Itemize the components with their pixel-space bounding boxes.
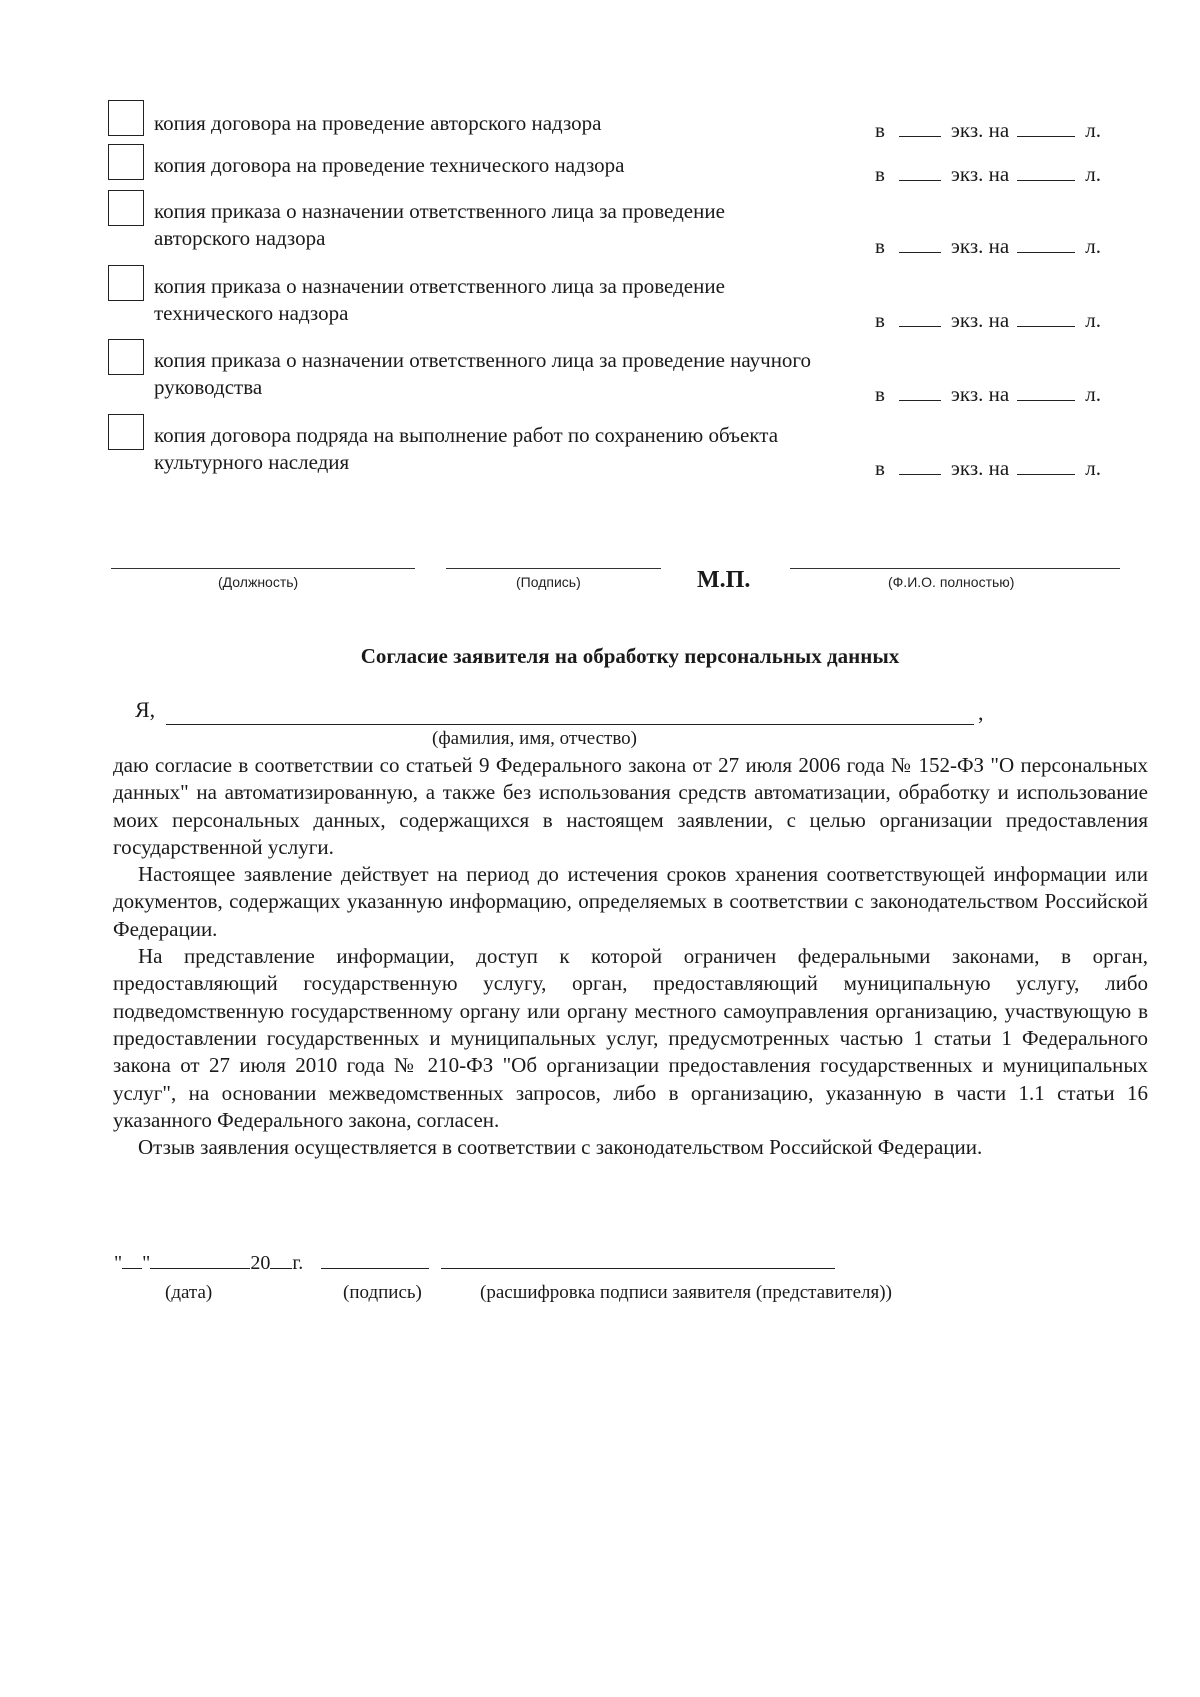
copies-count: в экз. на л. [875,382,1101,406]
signature-line[interactable] [446,568,661,569]
stamp-placeholder: М.П. [697,567,751,593]
copies-count: в экз. на л. [875,308,1101,332]
day-blank[interactable] [122,1268,142,1269]
year-blank[interactable] [270,1268,292,1269]
date-signature-row [114,1252,835,1275]
fio-input-line[interactable] [166,724,974,725]
ya-comma: , [978,700,984,725]
month-blank[interactable] [150,1268,250,1269]
fio-line[interactable] [790,568,1120,569]
fio-input-caption: (фамилия, имя, отчество) [432,728,638,749]
position-line[interactable] [111,568,415,569]
document-text: копия договора подряда на выполнение работ по сохранению объекта культурного наследия [154,423,779,474]
copies-blank[interactable] [899,456,941,475]
signature-caption-bottom: (подпись) [343,1282,422,1303]
sheets-blank[interactable] [1017,162,1075,181]
signature-caption: (Подпись) [516,574,581,590]
sheets-blank[interactable] [1017,118,1075,137]
document-checkbox[interactable] [108,190,144,226]
sheets-blank[interactable] [1017,308,1075,327]
consent-body [113,752,1148,1161]
consent-title: Согласие заявителя на обработку персональных данных [360,644,900,668]
document-checkbox[interactable] [108,100,144,136]
document-checkbox[interactable] [108,265,144,301]
consent-paragraph-1: даю согласие в соответствии со статьей 9 Федерального закона от 27 июля 2006 года № 152-ФЗ "О персональных данных" на автоматизированную, а также без использования средств автоматизации, обработку и использование моих персональных данных, содержащихся в настоящем заявлении, с целью организации предоставления государственной услуги. [113,753,1148,859]
document-text: копия договора на проведение авторского надзора [154,111,602,135]
year-prefix: 20 [250,1252,271,1274]
document-checkbox[interactable] [108,339,144,375]
signature-blank[interactable] [321,1268,429,1269]
year-suffix: г. [292,1252,304,1274]
consent-paragraph-4: Отзыв заявления осуществляется в соответствии с законодательством Российской Федерации. [138,1135,983,1160]
copies-count: в экз. на л. [875,162,1101,186]
ekz-label: экз. на [950,118,1010,142]
copies-count [875,118,1101,143]
copies-blank[interactable] [899,162,941,181]
copies-blank[interactable] [899,118,941,137]
ya-label: Я, [135,697,156,722]
v-label: в [875,118,885,142]
consent-paragraph-3: На представление информации, доступ к которой ограничен федеральными законами, в орган, предоставляющий государственную услугу, орган, предоставляющий муниципальную услугу, либо подведомственную государственному органу или органу местного самоуправления организацию, участвующую в предоставлении государственных и муниципальных услуг, предусмотренных частью 1 статьи 1 Федерального закона от 27 июля 2010 года № 210-ФЗ "Об организации предоставления государственных и муниципальных услуг", на основании межведомственных запросов, либо в организацию, указанную в части 1.1 статьи 16 указанного Федерального закона, согласен. [113,944,1148,1132]
consent-paragraph-2: Настоящее заявление действует на период до истечения сроков хранения соответствующей информации или документов, содержащих указанную информацию, определяемых в соответствии с законодательством Российской Федерации. [113,862,1148,941]
position-caption: (Должность) [218,574,299,590]
copies-blank[interactable] [899,234,941,253]
sheets-blank[interactable] [1017,382,1075,401]
decode-caption: (расшифровка подписи заявителя (представителя)) [480,1282,892,1303]
quote-open: " [114,1252,123,1274]
document-checkbox[interactable] [108,414,144,450]
document-text: копия договора на проведение технического надзора [154,153,625,177]
sheets-blank[interactable] [1017,456,1075,475]
decode-blank[interactable] [441,1268,835,1269]
sheets-blank[interactable] [1017,234,1075,253]
document-text: копия приказа о назначении ответственного лица за проведение научного руководства [154,348,812,399]
copies-blank[interactable] [899,382,941,401]
document-text: копия приказа о назначении ответственного лица за проведение авторского надзора [154,199,725,250]
copies-blank[interactable] [899,308,941,327]
l-label: л. [1085,118,1101,142]
copies-count: в экз. на л. [875,456,1101,480]
copies-count: в экз. на л. [875,234,1101,258]
document-text: копия приказа о назначении ответственного лица за проведение технического надзора [154,274,725,325]
document-checkbox[interactable] [108,144,144,180]
fio-caption: (Ф.И.О. полностью) [888,574,1015,590]
quote-close: " [142,1252,151,1274]
date-caption: (дата) [165,1282,213,1303]
